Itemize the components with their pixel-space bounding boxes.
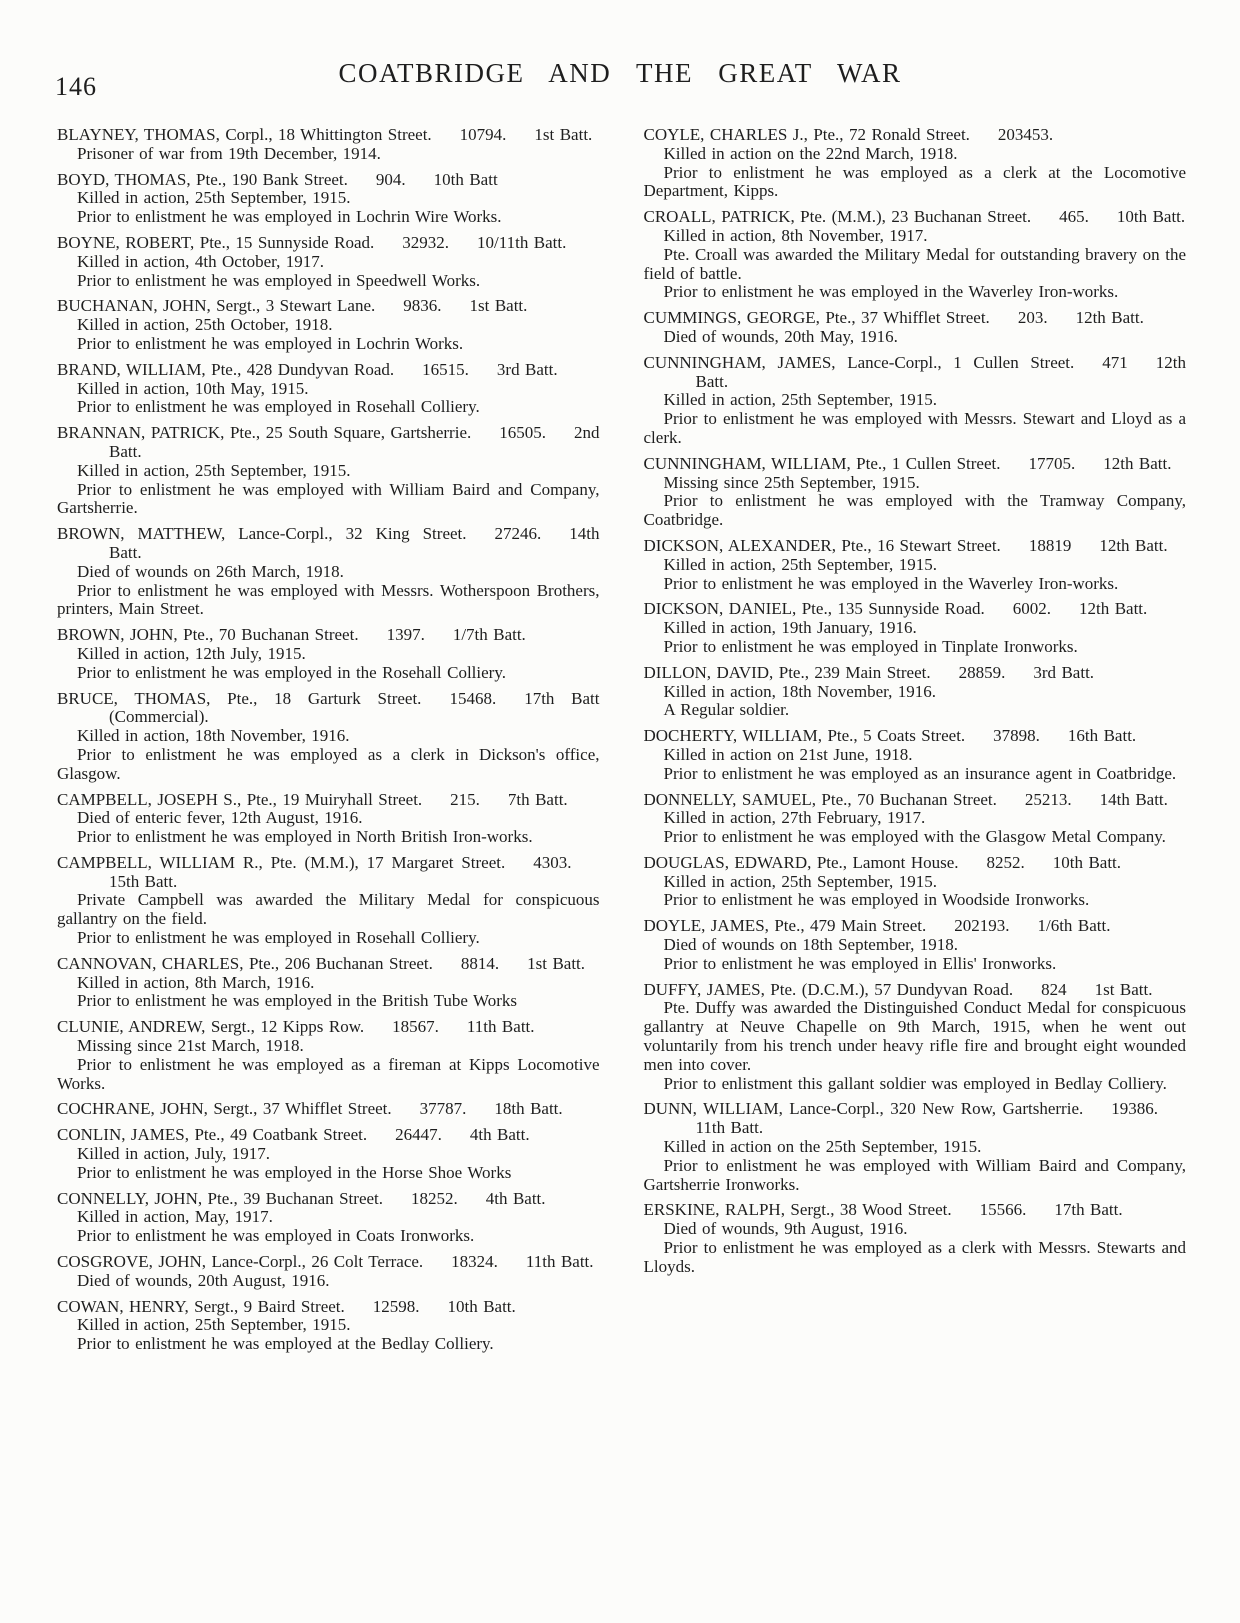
entry-head <box>57 424 600 462</box>
entry-battalion: 17th Batt. <box>1054 1200 1123 1220</box>
entry-battalion: 2nd Batt. <box>109 423 600 461</box>
roll-entry <box>57 690 600 784</box>
roll-entry <box>644 600 1187 656</box>
entry-head <box>644 1100 1187 1138</box>
entry-battalion: 12th Batt. <box>1075 308 1144 328</box>
entry-head <box>57 955 600 974</box>
entry-head <box>57 297 600 316</box>
entry-service-number: 15468. <box>449 688 497 708</box>
entry-head <box>644 537 1187 556</box>
entry-detail: Prior to enlistment he was employed in Rosehall Colliery. <box>77 928 480 948</box>
entry-battalion: 1st Batt. <box>527 953 586 973</box>
entry-detail: Killed in action, 10th May, 1915. <box>77 378 309 398</box>
entry-service-number: 1397. <box>386 625 425 645</box>
entry-detail: Prior to enlistment he was employed in the British Tube Works <box>77 991 518 1011</box>
roll-entry <box>57 126 600 164</box>
entry-battalion: 10th Batt. <box>447 1296 516 1316</box>
entry-detail: Died of wounds, 20th May, 1916. <box>663 326 898 346</box>
entry-detail: Prior to enlistment he was employed as an insurance agent in Coatbridge. <box>663 763 1177 783</box>
roll-entry <box>644 917 1187 973</box>
entry-service-number: 465. <box>1059 207 1089 227</box>
entry-battalion: 12th Batt. <box>1079 599 1148 619</box>
entry-battalion: 1/7th Batt. <box>452 625 526 645</box>
entry-name-address: DUNN, WILLIAM, Lance-Corpl., 320 New Row, Gartsherrie. <box>643 1099 1084 1119</box>
entry-service-number: 8814. <box>460 953 500 973</box>
entry-service-number: 15566. <box>979 1200 1027 1220</box>
entry-battalion: 1st Batt. <box>1094 979 1153 999</box>
entry-battalion: 10th Batt. <box>1116 207 1186 227</box>
entry-head <box>57 791 600 810</box>
entry-service-number: 26447. <box>395 1125 442 1145</box>
entry-name-address: BRANNAN, PATRICK, Pte., 25 South Square, Gartsherrie. <box>57 423 472 443</box>
entry-detail: Killed in action, 25th September, 1915. <box>77 460 351 480</box>
entry-name-address: ERSKINE, RALPH, Sergt., 38 Wood Street. <box>643 1200 952 1220</box>
entry-name-address: CROALL, PATRICK, Pte. (M.M.), 23 Buchanan Street. <box>643 207 1032 227</box>
entry-battalion: 11th Batt. <box>525 1252 594 1272</box>
entry-name-address: BUCHANAN, JOHN, Sergt., 3 Stewart Lane. <box>57 296 376 316</box>
entry-detail: A Regular soldier. <box>663 700 790 720</box>
roll-entry <box>57 424 600 518</box>
entry-service-number: 203. <box>1017 308 1048 328</box>
roll-entry <box>57 171 600 227</box>
entry-battalion: 1st Batt. <box>534 125 593 144</box>
entry-head <box>644 854 1187 873</box>
entry-detail: Killed in action, 12th July, 1915. <box>77 643 306 663</box>
entry-head <box>644 354 1187 392</box>
entry-name-address: CONNELLY, JOHN, Pte., 39 Buchanan Street. <box>57 1188 384 1208</box>
roll-entry <box>644 126 1187 201</box>
entry-detail: Killed in action, 25th September, 1915. <box>663 390 937 410</box>
entry-name-address: BOYNE, ROBERT, Pte., 15 Sunnyside Road. <box>57 232 375 252</box>
two-column-text <box>57 126 1186 1361</box>
entry-service-number: 824 <box>1041 979 1067 999</box>
roll-entry <box>57 1190 600 1246</box>
roll-entry <box>644 1100 1187 1194</box>
entry-name-address: CONLIN, JAMES, Pte., 49 Coatbank Street. <box>57 1125 368 1145</box>
entry-service-number: 16505. <box>499 423 546 443</box>
entry-head <box>57 1100 600 1119</box>
entry-detail: Prior to enlistment he was employed with Messrs. Stewart and Lloyd as a clerk. <box>643 409 1186 447</box>
entry-detail: Killed in action, 25th September, 1915. <box>663 871 937 891</box>
entry-detail: Killed in action, 8th November, 1917. <box>663 225 928 245</box>
entry-detail: Killed in action, 8th March, 1916. <box>77 972 315 992</box>
entry-head <box>644 917 1187 936</box>
roll-entry <box>57 1298 600 1354</box>
entry-detail: Prior to enlistment this gallant soldier was employed in Bedlay Colliery. <box>663 1073 1167 1093</box>
entry-service-number: 203453. <box>997 125 1054 144</box>
entry-service-number: 18252. <box>411 1188 458 1208</box>
entry-detail: Died of wounds on 18th September, 1918. <box>663 935 959 955</box>
entry-name-address: CAMPBELL, WILLIAM R., Pte. (M.M.), 17 Margaret Street. <box>57 852 506 872</box>
entry-detail: Killed in action on the 22nd March, 1918. <box>663 143 958 163</box>
entry-detail: Died of enteric fever, 12th August, 1916. <box>77 808 363 828</box>
entry-detail: Prior to enlistment he was employed in the Waverley Iron-works. <box>663 282 1119 302</box>
entry-detail: Prior to enlistment he was employed with Messrs. Wotherspoon Brothers, printers, Main Street. <box>57 580 600 619</box>
entry-service-number: 28859. <box>958 662 1006 682</box>
entry-head <box>57 1190 600 1209</box>
entry-name-address: BROWN, MATTHEW, Lance-Corpl., 32 King Street. <box>57 524 467 544</box>
entry-battalion: 3rd Batt. <box>496 359 558 379</box>
entry-service-number: 37787. <box>419 1099 467 1119</box>
entry-head <box>644 600 1187 619</box>
entry-battalion: 15th Batt. <box>109 871 178 891</box>
entry-service-number: 18324. <box>451 1252 498 1272</box>
entry-detail: Prior to enlistment he was employed as a clerk with Messrs. Stewarts and Lloyds. <box>643 1238 1186 1276</box>
entry-battalion: 1st Batt. <box>469 296 528 316</box>
entry-service-number: 25213. <box>1024 789 1072 809</box>
left-column <box>57 126 600 1361</box>
entry-battalion: 14th Batt. <box>109 524 600 562</box>
roll-entry <box>57 1253 600 1291</box>
entry-head <box>57 1298 600 1317</box>
entry-battalion: 14th Batt. <box>1099 789 1168 809</box>
entry-detail: Prior to enlistment he was employed as a clerk at the Locomotive Department, Kipps. <box>643 162 1186 201</box>
entry-battalion: 11th Batt. <box>695 1118 764 1138</box>
entry-detail: Prior to enlistment he was employed in Lochrin Wire Works. <box>77 207 502 227</box>
entry-name-address: BRAND, WILLIAM, Pte., 428 Dundyvan Road. <box>57 359 395 379</box>
entry-detail: Prior to enlistment he was employed in Coats Ironworks. <box>77 1226 475 1246</box>
entry-detail: Prior to enlistment he was employed in Tinplate Ironworks. <box>663 636 1078 656</box>
roll-entry <box>644 981 1187 1094</box>
entry-name-address: DILLON, DAVID, Pte., 239 Main Street. <box>643 662 931 682</box>
entry-service-number: 19386. <box>1111 1099 1158 1119</box>
entry-detail: Prior to enlistment he was employed with William Baird and Company, Gartsherrie Ironworks. <box>643 1155 1186 1194</box>
entry-detail: Missing since 21st March, 1918. <box>77 1036 304 1056</box>
entry-head <box>644 664 1187 683</box>
entry-detail: Killed in action, 27th February, 1917. <box>663 808 926 828</box>
roll-entry <box>57 297 600 353</box>
entry-service-number: 9836. <box>403 296 442 316</box>
entry-battalion: 12th Batt. <box>1099 535 1168 555</box>
entry-detail: Pte. Duffy was awarded the Distinguished Conduct Medal for conspicuous gallantry at Neuve Chapelle on 9th March, 1915, when he went out voluntarily from his trench under heavy rifle fire and brought eight wounded men into cover. <box>643 998 1186 1074</box>
entry-detail: Died of wounds on 26th March, 1918. <box>77 561 344 581</box>
roll-entry <box>644 854 1187 910</box>
entry-service-number: 10794. <box>459 125 507 144</box>
entry-detail: Prior to enlistment he was employed in the Rosehall Colliery. <box>77 662 506 682</box>
entry-service-number: 6002. <box>1012 599 1052 619</box>
entry-detail: Killed in action on 21st June, 1918. <box>663 744 913 764</box>
entry-head <box>644 455 1187 474</box>
entry-head <box>57 854 600 892</box>
entry-battalion: 3rd Batt. <box>1033 662 1095 682</box>
entry-battalion: 12th Batt. <box>1103 453 1172 473</box>
entry-head <box>57 1018 600 1037</box>
entry-detail: Killed in action, 25th October, 1918. <box>77 315 333 335</box>
entry-detail: Prior to enlistment he was employed in Speedwell Works. <box>77 270 481 290</box>
entry-detail: Killed in action, 25th September, 1915. <box>663 554 937 574</box>
entry-battalion: 17th Batt (Commercial). <box>109 688 600 727</box>
entry-name-address: COWAN, HENRY, Sergt., 9 Baird Street. <box>57 1296 345 1316</box>
entry-detail: Died of wounds, 9th August, 1916. <box>663 1219 908 1239</box>
entry-battalion: 4th Batt. <box>485 1188 546 1208</box>
entry-battalion: 10th Batt. <box>1052 852 1122 872</box>
entry-name-address: COYLE, CHARLES J., Pte., 72 Ronald Street. <box>643 125 970 144</box>
roll-entry <box>57 854 600 948</box>
roll-entry <box>644 664 1187 720</box>
roll-entry <box>644 309 1187 347</box>
roll-entry <box>644 1201 1187 1276</box>
entry-detail: Killed in action, May, 1917. <box>77 1207 273 1227</box>
entry-head <box>57 1126 600 1145</box>
entry-battalion: 11th Batt. <box>466 1017 535 1037</box>
roll-entry <box>644 208 1187 302</box>
roll-entry <box>57 626 600 682</box>
entry-name-address: CANNOVAN, CHARLES, Pte., 206 Buchanan Street. <box>57 953 433 973</box>
entry-detail: Died of wounds, 20th August, 1916. <box>77 1270 330 1290</box>
entry-detail: Killed in action, July, 1917. <box>77 1144 271 1164</box>
entry-head <box>57 525 600 563</box>
entry-head <box>57 361 600 380</box>
entry-service-number: 18567. <box>392 1017 439 1037</box>
entry-detail: Prior to enlistment he was employed in Ellis' Ironworks. <box>663 953 1057 973</box>
entry-service-number: 27246. <box>494 524 542 544</box>
entry-head <box>57 690 600 728</box>
entry-detail: Prior to enlistment he was employed in the Waverley Iron-works. <box>663 573 1119 593</box>
page-number: 146 <box>55 72 97 101</box>
entry-service-number: 32932. <box>402 232 450 252</box>
entry-name-address: DICKSON, DANIEL, Pte., 135 Sunnyside Road. <box>643 599 985 619</box>
entry-service-number: 37898. <box>993 726 1040 746</box>
entry-detail: Killed in action, 4th October, 1917. <box>77 251 325 271</box>
entry-head <box>644 981 1187 1000</box>
entry-name-address: DOYLE, JAMES, Pte., 479 Main Street. <box>643 916 927 936</box>
entry-head <box>644 309 1187 328</box>
roll-entry <box>57 955 600 1011</box>
roll-entry <box>57 525 600 619</box>
entry-head <box>57 626 600 645</box>
entry-detail: Prior to enlistment he was employed in Lochrin Works. <box>77 333 464 353</box>
entry-name-address: BRUCE, THOMAS, Pte., 18 Garturk Street. <box>57 688 422 708</box>
entry-service-number: 12598. <box>372 1296 420 1316</box>
entry-service-number: 17705. <box>1028 453 1076 473</box>
entry-name-address: DONNELLY, SAMUEL, Pte., 70 Buchanan Street. <box>643 789 997 809</box>
entry-detail: Killed in action, 19th January, 1916. <box>663 618 917 638</box>
entry-service-number: 215. <box>450 789 480 809</box>
entry-service-number: 8252. <box>986 852 1025 872</box>
entry-name-address: COSGROVE, JOHN, Lance-Corpl., 26 Colt Terrace. <box>57 1252 424 1272</box>
roll-entry <box>644 537 1187 593</box>
entry-name-address: BROWN, JOHN, Pte., 70 Buchanan Street. <box>57 625 359 645</box>
roll-entry <box>644 727 1187 783</box>
entry-head <box>644 727 1187 746</box>
entry-service-number: 904. <box>375 169 406 189</box>
entry-service-number: 202193. <box>954 916 1010 936</box>
entry-name-address: CAMPBELL, JOSEPH S., Pte., 19 Muiryhall Street. <box>57 789 423 809</box>
entry-name-address: DOCHERTY, WILLIAM, Pte., 5 Coats Street. <box>643 726 966 746</box>
entry-detail: Prior to enlistment he was employed with William Baird and Company, Gartsherrie. <box>57 479 600 518</box>
entry-name-address: CUNNINGHAM, JAMES, Lance-Corpl., 1 Cullen Street. <box>643 352 1075 372</box>
entry-detail: Prior to enlistment he was employed as a fireman at Kipps Locomotive Works. <box>57 1054 600 1093</box>
entry-detail: Killed in action, 25th September, 1915. <box>77 188 351 208</box>
entry-detail: Killed in action, 18th November, 1916. <box>77 726 350 746</box>
entry-battalion: 10/11th Batt. <box>477 232 567 252</box>
entry-name-address: DICKSON, ALEXANDER, Pte., 16 Stewart Street. <box>643 535 1001 555</box>
entry-detail: Missing since 25th September, 1915. <box>663 472 920 492</box>
entry-head <box>57 1253 600 1272</box>
roll-entry <box>57 1100 600 1119</box>
entry-battalion: 12th Batt. <box>695 352 1186 391</box>
entry-detail: Prisoner of war from 19th December, 1914. <box>77 143 381 163</box>
entry-battalion: 7th Batt. <box>507 789 568 809</box>
entry-service-number: 4303. <box>533 852 572 872</box>
entry-name-address: CLUNIE, ANDREW, Sergt., 12 Kipps Row. <box>57 1017 365 1037</box>
page-title: COATBRIDGE AND THE GREAT WAR <box>338 58 902 88</box>
roll-entry <box>57 234 600 290</box>
entry-detail: Prior to enlistment he was employed in Woodside Ironworks. <box>663 890 1090 910</box>
roll-entry <box>644 455 1187 530</box>
entry-head <box>57 126 600 145</box>
entry-name-address: DUFFY, JAMES, Pte. (D.C.M.), 57 Dundyvan Road. <box>643 979 1014 999</box>
entry-detail: Private Campbell was awarded the Military Medal for conspicuous gallantry on the field. <box>57 890 600 929</box>
entry-name-address: BOYD, THOMAS, Pte., 190 Bank Street. <box>57 169 348 189</box>
roll-entry <box>57 1018 600 1093</box>
entry-battalion: 16th Batt. <box>1067 726 1137 746</box>
entry-detail: Prior to enlistment he was employed in Rosehall Colliery. <box>77 397 480 417</box>
roll-entry <box>57 791 600 847</box>
entry-battalion: 18th Batt. <box>494 1099 563 1119</box>
entry-detail: Prior to enlistment he was employed in North British Iron-works. <box>77 827 533 847</box>
entry-detail: Prior to enlistment he was employed in the Horse Shoe Works <box>77 1162 512 1182</box>
entry-name-address: COCHRANE, JOHN, Sergt., 37 Whifflet Street. <box>57 1099 392 1119</box>
roll-entry <box>57 1126 600 1182</box>
roll-entry <box>644 791 1187 847</box>
roll-entry <box>57 361 600 417</box>
entry-detail: Pte. Croall was awarded the Military Medal for outstanding bravery on the field of battle. <box>643 244 1186 283</box>
entry-service-number: 16515. <box>422 359 469 379</box>
entry-head <box>644 126 1187 145</box>
entry-detail: Killed in action on the 25th September, 1915. <box>663 1137 982 1157</box>
entry-service-number: 471 <box>1102 352 1128 372</box>
entry-head <box>644 791 1187 810</box>
entry-name-address: CUNNINGHAM, WILLIAM, Pte., 1 Cullen Street. <box>643 453 1001 473</box>
entry-detail: Prior to enlistment he was employed with the Glasgow Metal Company. <box>663 827 1166 847</box>
entry-name-address: DOUGLAS, EDWARD, Pte., Lamont House. <box>643 852 959 872</box>
right-column <box>644 126 1187 1361</box>
entry-name-address: CUMMINGS, GEORGE, Pte., 37 Whifflet Street. <box>643 308 990 328</box>
entry-detail: Prior to enlistment he was employed with the Tramway Company, Coatbridge. <box>643 491 1186 530</box>
entry-service-number: 18819 <box>1028 535 1072 555</box>
entry-battalion: 1/6th Batt. <box>1037 916 1111 936</box>
entry-head <box>644 208 1187 227</box>
entry-detail: Killed in action, 25th September, 1915. <box>77 1315 351 1335</box>
entry-detail: Prior to enlistment he was employed as a clerk in Dickson's office, Glasgow. <box>57 744 600 783</box>
entry-battalion: 4th Batt. <box>469 1125 530 1145</box>
entry-head <box>57 234 600 253</box>
entry-name-address: BLAYNEY, THOMAS, Corpl., 18 Whittington Street. <box>57 125 432 144</box>
roll-entry <box>644 354 1187 448</box>
entry-head <box>644 1201 1187 1220</box>
entry-detail: Killed in action, 18th November, 1916. <box>663 681 937 701</box>
entry-detail: Prior to enlistment he was employed at the Bedlay Colliery. <box>77 1334 494 1354</box>
entry-head <box>57 171 600 190</box>
entry-battalion: 10th Batt <box>433 169 498 189</box>
